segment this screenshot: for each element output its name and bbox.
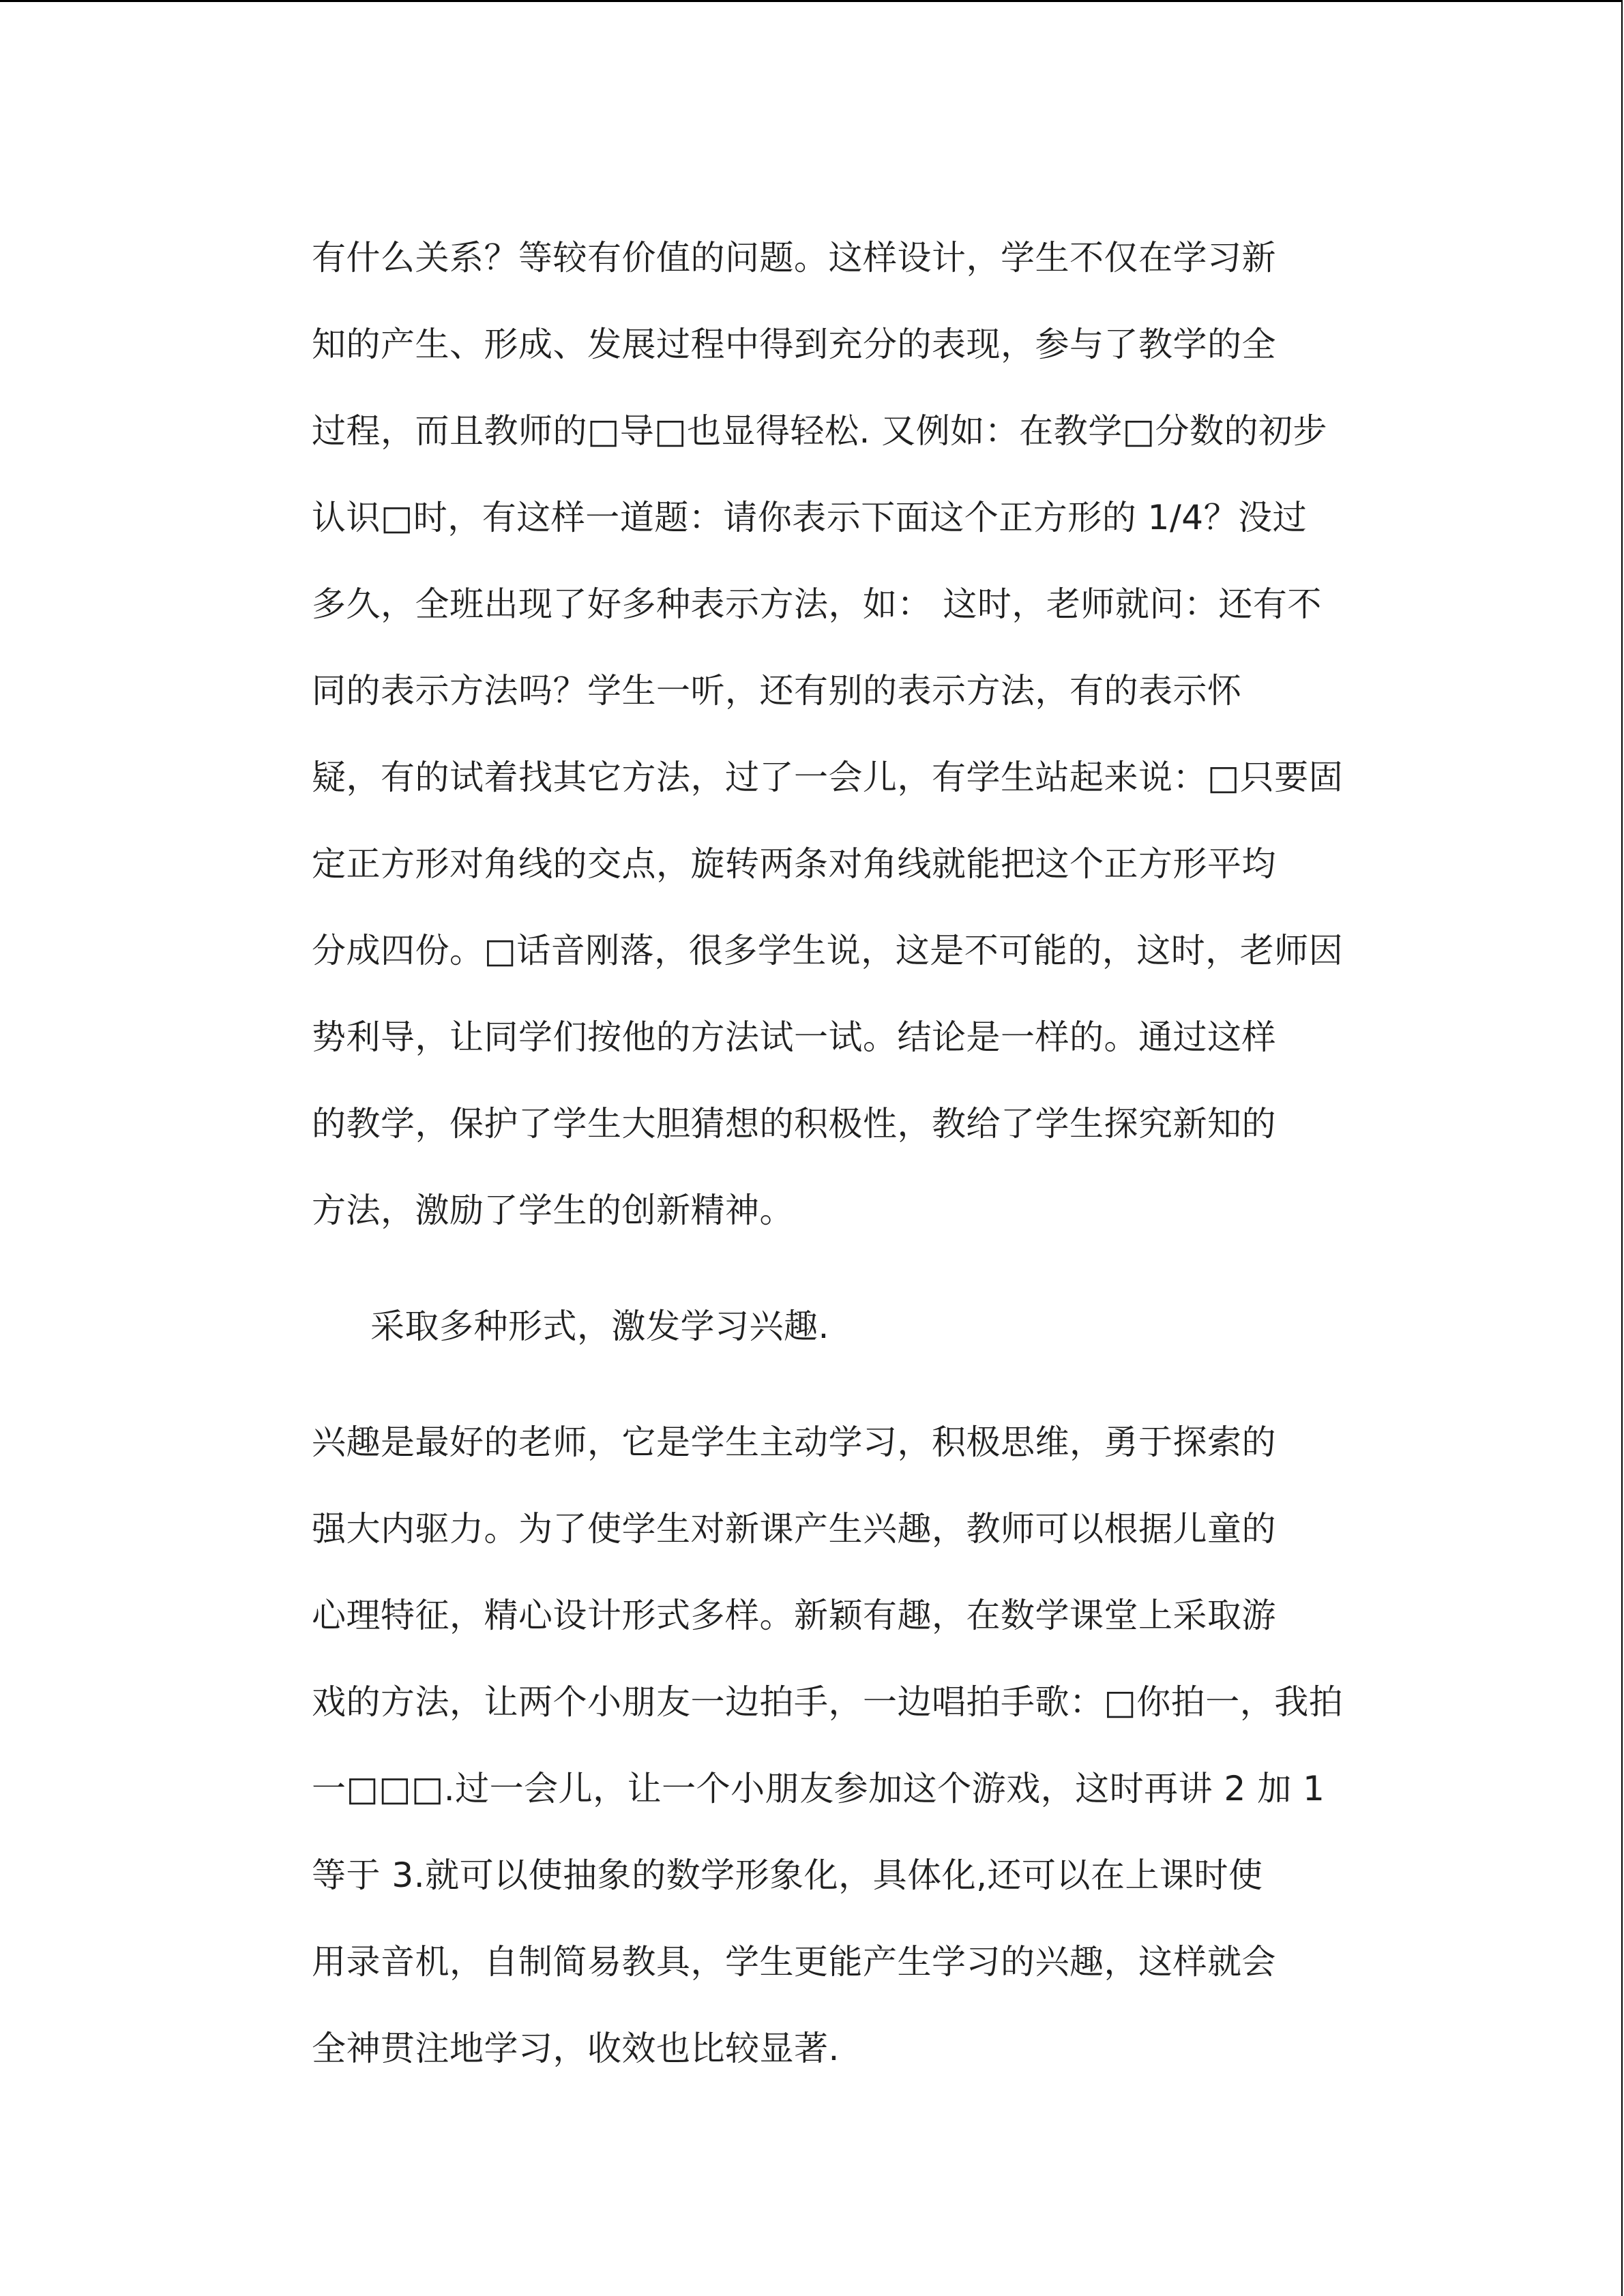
text-line: 定正方形对角线的交点，旋转两条对角线就能把这个正方形平均	[312, 844, 1276, 884]
paragraph-2	[312, 1399, 1376, 2092]
paragraph-1	[312, 215, 1376, 1254]
text-line: 分成四份。□话音刚落，很多学生说，这是不可能的，这时，老师因	[312, 931, 1344, 970]
text-line: 一□□□.过一会儿，让一个小朋友参加这个游戏，这时再讲 2 加 1	[312, 1769, 1325, 1808]
section-heading: 采取多种形式，激发学习兴趣.	[370, 1307, 829, 1346]
text-line: 认识□时，有这样一道题：请你表示下面这个正方形的 1/4？没过	[312, 498, 1308, 537]
text-line: 用录音机，自制简易教具，学生更能产生学习的兴趣，这样就会	[312, 1942, 1276, 1982]
text-line: 同的表示方法吗？学生一听，还有别的表示方法，有的表示怀	[312, 671, 1242, 711]
text-line: 的教学，保护了学生大胆猜想的积极性，教给了学生探究新知的	[312, 1104, 1276, 1144]
text-line: 全神贯注地学习，收效也比较显著.	[312, 2029, 840, 2068]
text-line: 过程，而且教师的□导□也显得轻松. 又例如：在教学□分数的初步	[312, 411, 1328, 451]
text-line: 戏的方法，让两个小朋友一边拍手，一边唱拍手歌：□你拍一，我拍	[312, 1682, 1344, 1722]
document-body	[312, 215, 1376, 2092]
text-line: 势利导，让同学们按他的方法试一试。结论是一样的。通过这样	[312, 1017, 1276, 1057]
text-line: 有什么关系？等较有价值的问题。这样设计，学生不仅在学习新	[312, 238, 1276, 278]
text-line: 方法，激励了学生的创新精神。	[312, 1191, 794, 1230]
text-line: 疑，有的试着找其它方法，过了一会儿，有学生站起来说：□只要固	[312, 758, 1344, 797]
text-line: 兴趣是最好的老师，它是学生主动学习，积极思维，勇于探索的	[312, 1422, 1276, 1462]
text-line: 知的产生、形成、发展过程中得到充分的表现，参与了教学的全	[312, 325, 1276, 364]
text-line: 心理特征，精心设计形式多样。新颖有趣，在数学课堂上采取游	[312, 1596, 1276, 1635]
text-line: 强大内驱力。为了使学生对新课产生兴趣，教师可以根据儿童的	[312, 1509, 1276, 1549]
text-line: 多久，全班出现了好多种表示方法，如： 这时，老师就问：还有不	[312, 584, 1322, 624]
text-line: 等于 3.就可以使抽象的数学形象化，具体化,还可以在上课时使	[312, 1855, 1263, 1895]
